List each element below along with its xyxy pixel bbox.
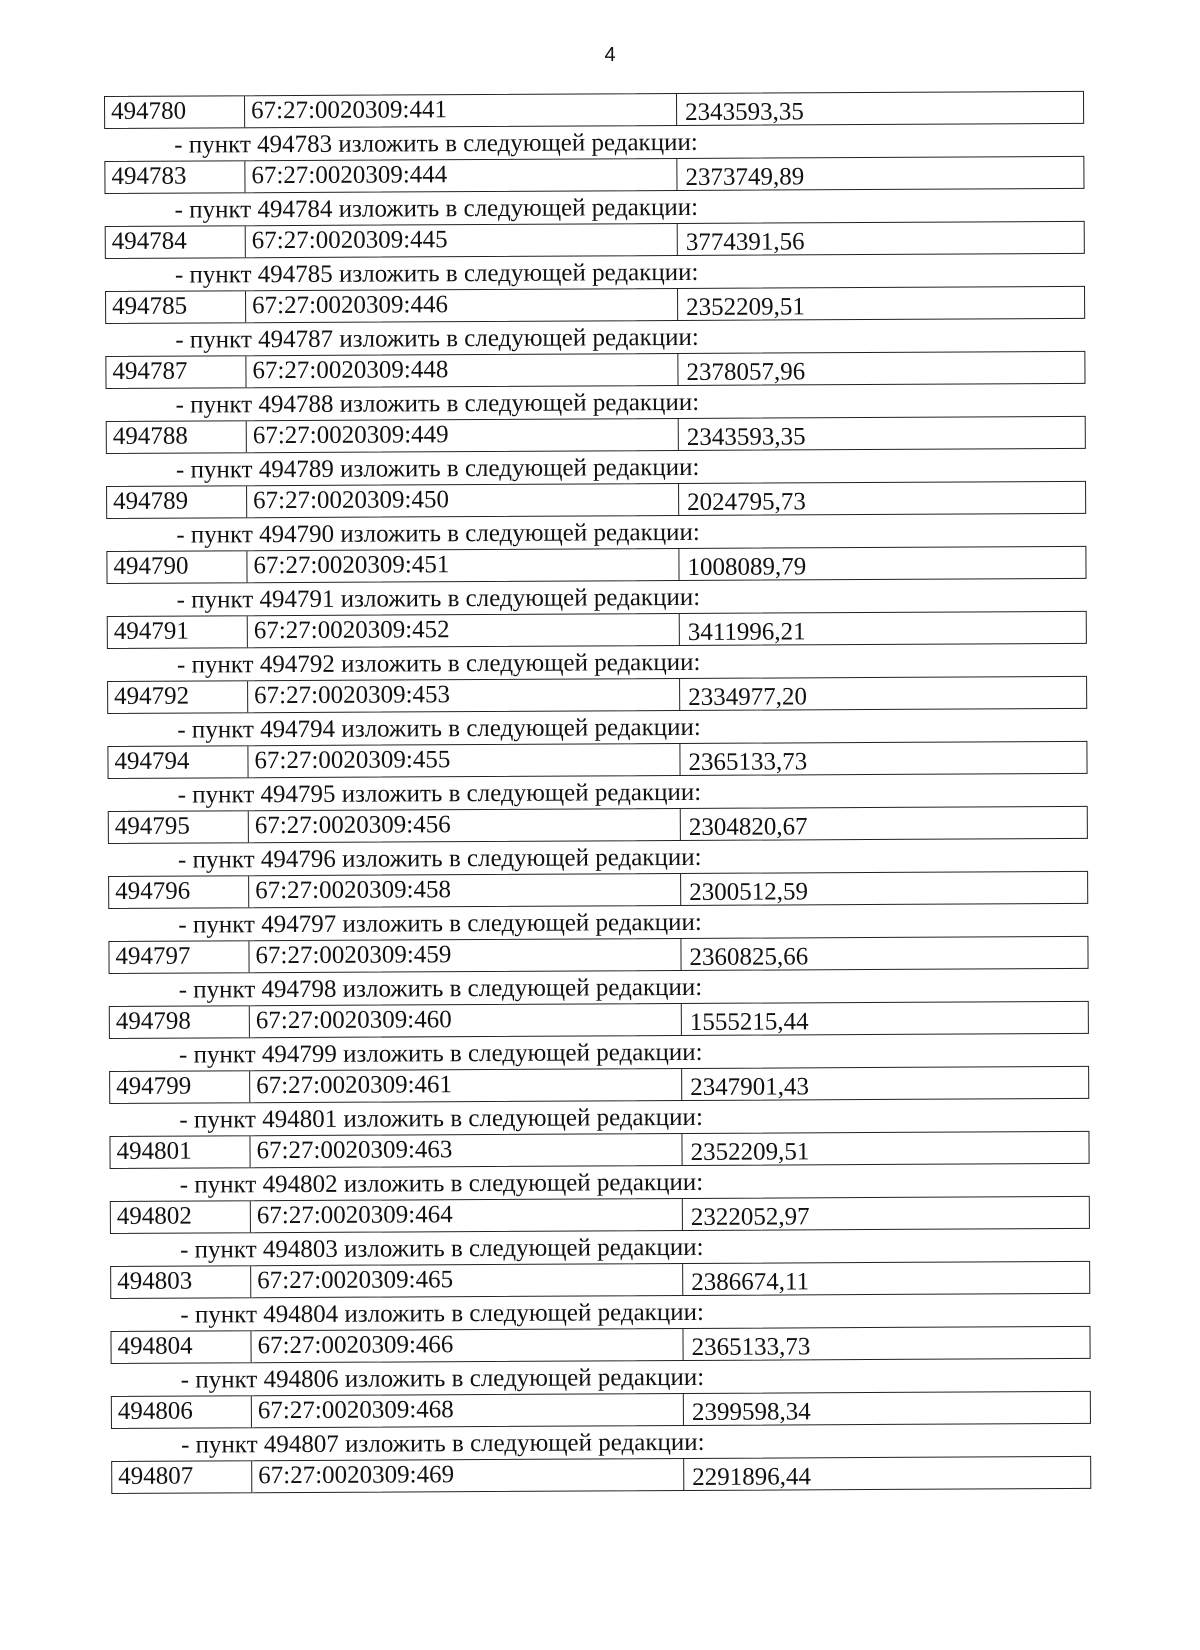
table-row [110,1326,1090,1364]
instruction-suffix: изложить в следующей редакции: [339,453,700,483]
item-number: 494804 [111,1331,251,1363]
item-number: 494802 [111,1201,251,1233]
document-body [104,91,1091,1494]
item-number: 494794 [108,746,248,778]
table-row [106,481,1086,519]
instruction-item-number: 494791 [259,585,335,614]
amendment-instruction [110,1229,1090,1266]
item-number: 494790 [107,551,247,583]
cadastral-number: 67:27:0020309:456 [249,809,681,842]
amendment-instruction [108,839,1088,876]
instruction-item-number: 494803 [262,1235,338,1264]
cadastral-value: 2386674,11 [691,1268,810,1296]
table-row [105,286,1085,324]
cadastral-value: 2347901,43 [690,1073,810,1101]
amendment-instruction [106,514,1086,551]
cadastral-number: 67:27:0020309:446 [246,289,678,322]
cadastral-value: 2334977,20 [688,683,807,711]
cadastral-value: 2300512,59 [689,878,808,906]
item-number: 494801 [110,1136,250,1168]
cadastral-value: 2352209,51 [690,1138,810,1166]
instruction-prefix: - пункт [179,1106,257,1134]
cadastral-value: 1008089,79 [687,553,807,581]
item-number: 494806 [112,1396,252,1428]
cadastral-value: 2352209,51 [686,293,805,321]
cadastral-number: 67:27:0020309:464 [251,1199,683,1232]
cadastral-value: 2373749,89 [685,163,805,191]
cadastral-number: 67:27:0020309:445 [246,224,678,257]
table-row [107,741,1087,779]
cadastral-number: 67:27:0020309:449 [247,419,679,452]
item-number: 494798 [110,1006,250,1038]
item-number: 494797 [109,941,249,973]
table-row [104,156,1084,194]
cadastral-value: 2360825,66 [689,943,809,971]
instruction-item-number: 494806 [263,1365,339,1394]
amendment-instruction [107,579,1087,616]
cadastral-number: 67:27:0020309:461 [250,1069,682,1102]
instruction-item-number: 494794 [260,715,336,744]
instruction-suffix: изложить в следующей редакции: [343,1038,703,1068]
cadastral-number: 67:27:0020309:468 [252,1394,684,1427]
amendment-instruction [111,1359,1091,1396]
item-number: 494788 [107,421,247,453]
instruction-item-number: 494801 [262,1105,338,1134]
cadastral-value: 2343593,35 [685,98,804,126]
cadastral-value: 2365133,73 [691,1333,811,1361]
table-row [107,611,1087,649]
instruction-suffix: изложить в следующей редакции: [341,713,701,743]
amendment-instruction [106,449,1086,486]
item-number: 494799 [110,1071,250,1103]
amendment-instruction [105,189,1085,226]
instruction-item-number: 494792 [259,650,335,679]
instruction-suffix: изложить в следующей редакции: [338,128,698,158]
instruction-item-number: 494799 [261,1040,337,1069]
amendment-instruction [106,384,1086,421]
table-row [105,351,1085,389]
table-row [107,676,1087,714]
instruction-item-number: 494788 [258,390,334,419]
instruction-suffix: изложить в следующей редакции: [340,583,701,613]
instruction-item-number: 494804 [263,1300,339,1329]
instruction-suffix: изложить в следующей редакции: [342,973,703,1003]
cadastral-number: 67:27:0020309:469 [252,1459,684,1492]
table-row [106,546,1086,584]
instruction-suffix: изложить в следующей редакции: [340,648,701,678]
table-row [108,871,1088,909]
instruction-prefix: - пункт [180,1366,258,1394]
instruction-prefix: - пункт [180,1431,258,1459]
item-number: 494795 [109,811,249,843]
instruction-prefix: - пункт [177,846,255,874]
cadastral-value: 3774391,56 [685,228,805,256]
amendment-instruction [108,904,1088,941]
cadastral-number: 67:27:0020309:448 [246,354,678,387]
instruction-suffix: изложить в следующей редакции: [338,258,699,288]
item-number: 494787 [106,356,246,388]
cadastral-value: 2322052,97 [690,1203,810,1231]
table-row [109,1131,1089,1169]
cadastral-value: 2024795,73 [687,488,806,516]
instruction-item-number: 494802 [262,1170,338,1199]
item-number: 494789 [107,486,247,518]
item-number: 494792 [108,681,248,713]
cadastral-number: 67:27:0020309:441 [245,94,677,127]
instruction-suffix: изложить в следующей редакции: [339,323,699,353]
amendment-instruction [109,1034,1089,1071]
instruction-item-number: 494784 [257,195,333,224]
table-row [105,221,1085,259]
cadastral-number: 67:27:0020309:444 [245,159,677,192]
instruction-prefix: - пункт [176,521,253,549]
cadastral-value: 1555215,44 [689,1008,809,1036]
instruction-suffix: изложить в следующей редакции: [340,518,700,548]
table-row [110,1196,1090,1234]
table-row [111,1456,1091,1494]
table-row [108,806,1088,844]
cadastral-number: 67:27:0020309:453 [248,679,680,712]
cadastral-value: 2378057,96 [686,358,806,386]
item-number: 494785 [106,291,246,323]
page-number: 4 [604,44,616,66]
instruction-prefix: - пункт [177,716,254,744]
table-row [109,1001,1089,1039]
cadastral-number: 67:27:0020309:463 [250,1134,682,1167]
table-row [108,936,1088,974]
instruction-item-number: 494795 [260,780,336,809]
table-row [110,1261,1090,1299]
instruction-prefix: - пункт [179,1236,257,1264]
instruction-item-number: 494797 [261,910,337,939]
instruction-item-number: 494796 [260,845,336,874]
item-number: 494807 [112,1461,252,1493]
instruction-prefix: - пункт [177,781,255,809]
instruction-suffix: изложить в следующей редакции: [339,388,700,418]
cadastral-value: 2291896,44 [692,1463,812,1491]
instruction-prefix: - пункт [174,131,251,159]
amendment-instruction [109,969,1089,1006]
instruction-prefix: - пункт [178,976,256,1004]
instruction-prefix: - пункт [175,456,253,484]
instruction-suffix: изложить в следующей редакции: [338,193,699,223]
cadastral-value: 2399598,34 [691,1398,811,1426]
instruction-suffix: изложить в следующей редакции: [342,843,702,873]
item-number: 494780 [105,96,245,128]
item-number: 494784 [106,226,246,258]
cadastral-number: 67:27:0020309:451 [247,549,679,582]
cadastral-number: 67:27:0020309:452 [248,614,680,647]
amendment-instruction [104,124,1084,161]
instruction-prefix: - пункт [176,651,254,679]
amendment-instruction [107,644,1087,681]
amendment-instruction [110,1294,1090,1331]
amendment-instruction [105,254,1085,291]
instruction-suffix: изложить в следующей редакции: [343,1168,704,1198]
cadastral-number: 67:27:0020309:455 [248,744,680,777]
instruction-item-number: 494783 [257,130,333,159]
table-row [106,416,1086,454]
amendment-instruction [105,319,1085,356]
instruction-prefix: - пункт [176,586,254,614]
cadastral-number: 67:27:0020309:459 [249,939,681,972]
cadastral-number: 67:27:0020309:460 [250,1004,682,1037]
cadastral-value: 2365133,73 [688,748,808,776]
instruction-item-number: 494789 [258,455,334,484]
instruction-suffix: изложить в следующей редакции: [341,778,702,808]
table-row [111,1391,1091,1429]
instruction-prefix: - пункт [175,391,253,419]
amendment-instruction [109,1099,1089,1136]
cadastral-number: 67:27:0020309:450 [247,484,679,517]
instruction-item-number: 494790 [259,520,335,549]
instruction-item-number: 494787 [258,325,334,354]
item-number: 494796 [109,876,249,908]
item-number: 494791 [108,616,248,648]
instruction-suffix: изложить в следующей редакции: [342,908,702,938]
instruction-item-number: 494785 [257,260,333,289]
instruction-prefix: - пункт [178,911,255,939]
instruction-prefix: - пункт [174,261,252,289]
amendment-instruction [107,709,1087,746]
instruction-suffix: изложить в следующей редакции: [344,1233,704,1263]
amendment-instruction [111,1424,1091,1461]
instruction-item-number: 494798 [261,975,337,1004]
cadastral-number: 67:27:0020309:458 [249,874,681,907]
cadastral-number: 67:27:0020309:466 [251,1329,683,1362]
cadastral-value: 2304820,67 [688,813,808,841]
cadastral-value: 3411996,21 [687,618,806,646]
instruction-suffix: изложить в следующей редакции: [345,1428,705,1458]
item-number: 494803 [111,1266,251,1298]
amendment-instruction [108,774,1088,811]
instruction-prefix: - пункт [178,1041,256,1069]
cadastral-value: 2343593,35 [686,423,806,451]
instruction-suffix: изложить в следующей редакции: [344,1298,704,1328]
instruction-suffix: изложить в следующей редакции: [344,1363,705,1393]
cadastral-number: 67:27:0020309:465 [251,1264,683,1297]
item-number: 494783 [105,161,245,193]
instruction-item-number: 494807 [263,1430,339,1459]
instruction-prefix: - пункт [179,1171,257,1199]
amendment-instruction [110,1164,1090,1201]
instruction-suffix: изложить в следующей редакции: [343,1103,703,1133]
instruction-prefix: - пункт [175,326,252,354]
instruction-prefix: - пункт [174,196,252,224]
table-row [109,1066,1089,1104]
instruction-prefix: - пункт [180,1301,258,1329]
table-row [104,91,1084,129]
